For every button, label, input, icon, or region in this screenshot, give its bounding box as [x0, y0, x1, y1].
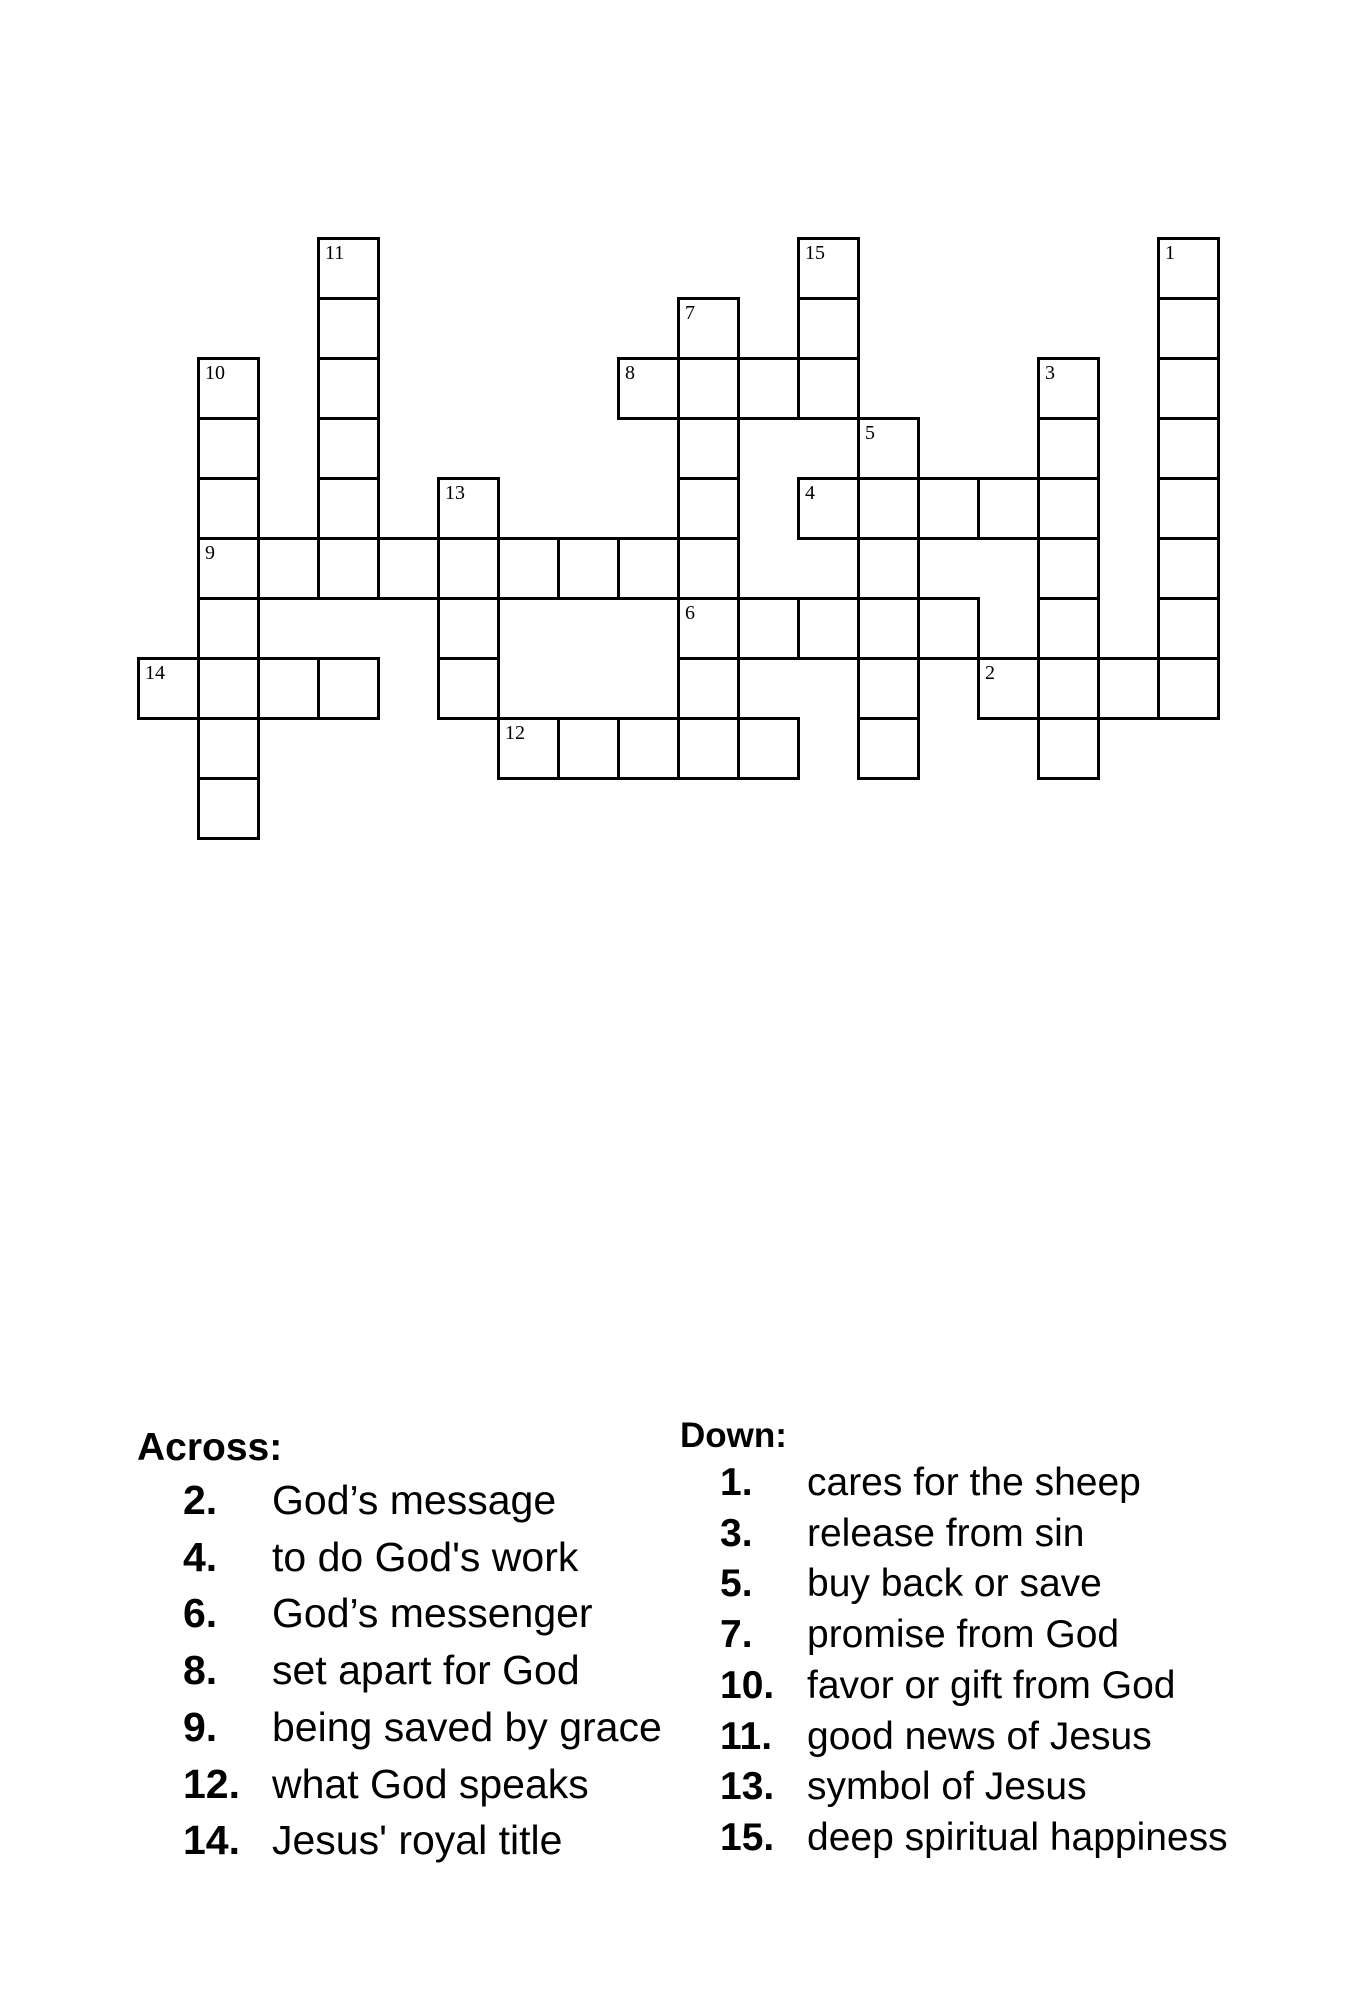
- cell-number: 11: [325, 242, 345, 264]
- clue-number: 6.: [183, 1590, 218, 1636]
- clue-text: buy back or save: [807, 1562, 1102, 1605]
- grid-cell[interactable]: [437, 477, 500, 540]
- grid-cell[interactable]: [677, 717, 740, 780]
- cell-number: 13: [445, 482, 465, 504]
- grid-cell[interactable]: [737, 717, 800, 780]
- clue-number: 5.: [720, 1562, 753, 1605]
- clue-number: 8.: [183, 1647, 218, 1693]
- grid-cell[interactable]: [797, 237, 860, 300]
- clue-across-4: [183, 1534, 579, 1580]
- grid-cell[interactable]: [437, 537, 500, 600]
- grid-cell[interactable]: [197, 357, 260, 420]
- grid-cell[interactable]: [257, 657, 320, 720]
- clue-text: Jesus' royal title: [272, 1817, 563, 1863]
- grid-cell[interactable]: [677, 597, 740, 660]
- grid-cell[interactable]: [857, 597, 920, 660]
- cell-number: 4: [805, 482, 815, 504]
- cell-number: 1: [1165, 242, 1175, 264]
- clue-number: 3.: [720, 1512, 753, 1555]
- clue-text: symbol of Jesus: [807, 1765, 1087, 1808]
- grid-cell[interactable]: [1157, 597, 1220, 660]
- clue-down-13: [720, 1767, 1087, 1806]
- clue-across-14: [183, 1817, 563, 1863]
- cell-number: 7: [685, 302, 695, 324]
- grid-cell[interactable]: [977, 657, 1040, 720]
- grid-cell[interactable]: [677, 357, 740, 420]
- grid-cell[interactable]: [197, 477, 260, 540]
- grid-cell[interactable]: [197, 597, 260, 660]
- grid-cell[interactable]: [617, 717, 680, 780]
- clue-number: 10.: [720, 1664, 775, 1707]
- grid-cell[interactable]: [557, 537, 620, 600]
- clue-text: what God speaks: [272, 1761, 589, 1807]
- clue-number: 13.: [720, 1765, 775, 1808]
- grid-cell[interactable]: [677, 657, 740, 720]
- grid-cell[interactable]: [1157, 297, 1220, 360]
- clue-across-9: [183, 1704, 662, 1750]
- clue-down-11: [720, 1717, 1152, 1756]
- grid-cell[interactable]: [1037, 597, 1100, 660]
- grid-cell[interactable]: [797, 297, 860, 360]
- clue-text: being saved by grace: [272, 1704, 662, 1750]
- grid-cell[interactable]: [197, 777, 260, 840]
- clue-text: to do God's work: [272, 1534, 579, 1580]
- grid-cell[interactable]: [1037, 477, 1100, 540]
- grid-cell[interactable]: [1037, 717, 1100, 780]
- grid-cell[interactable]: [797, 477, 860, 540]
- cell-number: 5: [865, 422, 875, 444]
- grid-cell[interactable]: [257, 537, 320, 600]
- grid-cell[interactable]: [437, 597, 500, 660]
- grid-cell[interactable]: [977, 477, 1040, 540]
- grid-cell[interactable]: [437, 657, 500, 720]
- clue-text: God’s messenger: [272, 1590, 593, 1636]
- grid-cell[interactable]: [857, 657, 920, 720]
- grid-cell[interactable]: [1157, 477, 1220, 540]
- clue-number: 9.: [183, 1704, 218, 1750]
- clue-number: 14.: [183, 1817, 240, 1863]
- clue-text: promise from God: [807, 1613, 1120, 1656]
- cell-number: 2: [985, 662, 995, 684]
- grid-cell[interactable]: [497, 717, 560, 780]
- clue-down-1: [720, 1463, 1141, 1502]
- grid-cell[interactable]: [317, 237, 380, 300]
- clue-down-3: [720, 1514, 1084, 1553]
- grid-cell[interactable]: [1037, 657, 1100, 720]
- grid-cell[interactable]: [317, 657, 380, 720]
- grid-cell[interactable]: [1037, 537, 1100, 600]
- grid-cell[interactable]: [617, 537, 680, 600]
- grid-cell[interactable]: [317, 417, 380, 480]
- clue-number: 11.: [720, 1715, 773, 1758]
- grid-cell[interactable]: [737, 357, 800, 420]
- grid-cell[interactable]: [317, 357, 380, 420]
- grid-cell[interactable]: [1157, 357, 1220, 420]
- grid-cell[interactable]: [197, 417, 260, 480]
- grid-cell[interactable]: [857, 537, 920, 600]
- grid-cell[interactable]: [197, 657, 260, 720]
- down-heading: Down:: [680, 1416, 787, 1455]
- grid-cell[interactable]: [797, 357, 860, 420]
- grid-cell[interactable]: [317, 537, 380, 600]
- clue-text: good news of Jesus: [807, 1715, 1152, 1758]
- grid-cell[interactable]: [1097, 657, 1160, 720]
- grid-cell[interactable]: [137, 657, 200, 720]
- grid-cell[interactable]: [317, 477, 380, 540]
- grid-cell[interactable]: [557, 717, 620, 780]
- clue-down-15: [720, 1818, 1228, 1857]
- clue-text: God’s message: [272, 1477, 557, 1523]
- grid-cell[interactable]: [857, 717, 920, 780]
- clue-text: deep spiritual happiness: [807, 1816, 1228, 1859]
- clue-text: favor or gift from God: [807, 1664, 1176, 1707]
- grid-cell[interactable]: [857, 417, 920, 480]
- grid-cell[interactable]: [317, 297, 380, 360]
- clue-number: 4.: [183, 1534, 218, 1580]
- grid-cell[interactable]: [737, 597, 800, 660]
- clue-number: 12.: [183, 1761, 240, 1807]
- grid-cell[interactable]: [497, 537, 560, 600]
- grid-cell[interactable]: [917, 597, 980, 660]
- clue-down-7: [720, 1615, 1119, 1654]
- clue-down-10: [720, 1666, 1175, 1705]
- clue-across-2: [183, 1477, 557, 1523]
- grid-cell[interactable]: [917, 477, 980, 540]
- clue-text: release from sin: [807, 1512, 1085, 1555]
- grid-cell[interactable]: [677, 537, 740, 600]
- grid-cell[interactable]: [617, 357, 680, 420]
- clue-across-6: [183, 1590, 593, 1636]
- clue-down-5: [720, 1564, 1102, 1603]
- grid-cell[interactable]: [1157, 657, 1220, 720]
- cell-number: 12: [505, 722, 525, 744]
- grid-cell[interactable]: [677, 417, 740, 480]
- cell-number: 3: [1045, 362, 1055, 384]
- clue-number: 2.: [183, 1477, 218, 1523]
- grid-cell[interactable]: [797, 597, 860, 660]
- grid-cell[interactable]: [377, 537, 440, 600]
- clue-number: 15.: [720, 1816, 775, 1859]
- cell-number: 10: [205, 362, 225, 384]
- clue-text: cares for the sheep: [807, 1461, 1141, 1504]
- clue-across-12: [183, 1761, 589, 1807]
- grid-cell[interactable]: [1037, 357, 1100, 420]
- cell-number: 9: [205, 542, 215, 564]
- grid-cell[interactable]: [1157, 537, 1220, 600]
- grid-cell[interactable]: [677, 297, 740, 360]
- cell-number: 6: [685, 602, 695, 624]
- grid-cell[interactable]: [857, 477, 920, 540]
- grid-cell[interactable]: [197, 717, 260, 780]
- clue-number: 7.: [720, 1613, 753, 1656]
- grid-cell[interactable]: [1157, 417, 1220, 480]
- grid-cell[interactable]: [1157, 237, 1220, 300]
- cell-number: 15: [805, 242, 825, 264]
- clue-number: 1.: [720, 1461, 753, 1504]
- cell-number: 8: [625, 362, 635, 384]
- clue-across-8: [183, 1647, 580, 1693]
- grid-cell[interactable]: [677, 477, 740, 540]
- cell-number: 14: [145, 662, 165, 684]
- clue-text: set apart for God: [272, 1647, 580, 1693]
- grid-cell[interactable]: [197, 537, 260, 600]
- across-heading: Across:: [137, 1426, 283, 1469]
- grid-cell[interactable]: [1037, 417, 1100, 480]
